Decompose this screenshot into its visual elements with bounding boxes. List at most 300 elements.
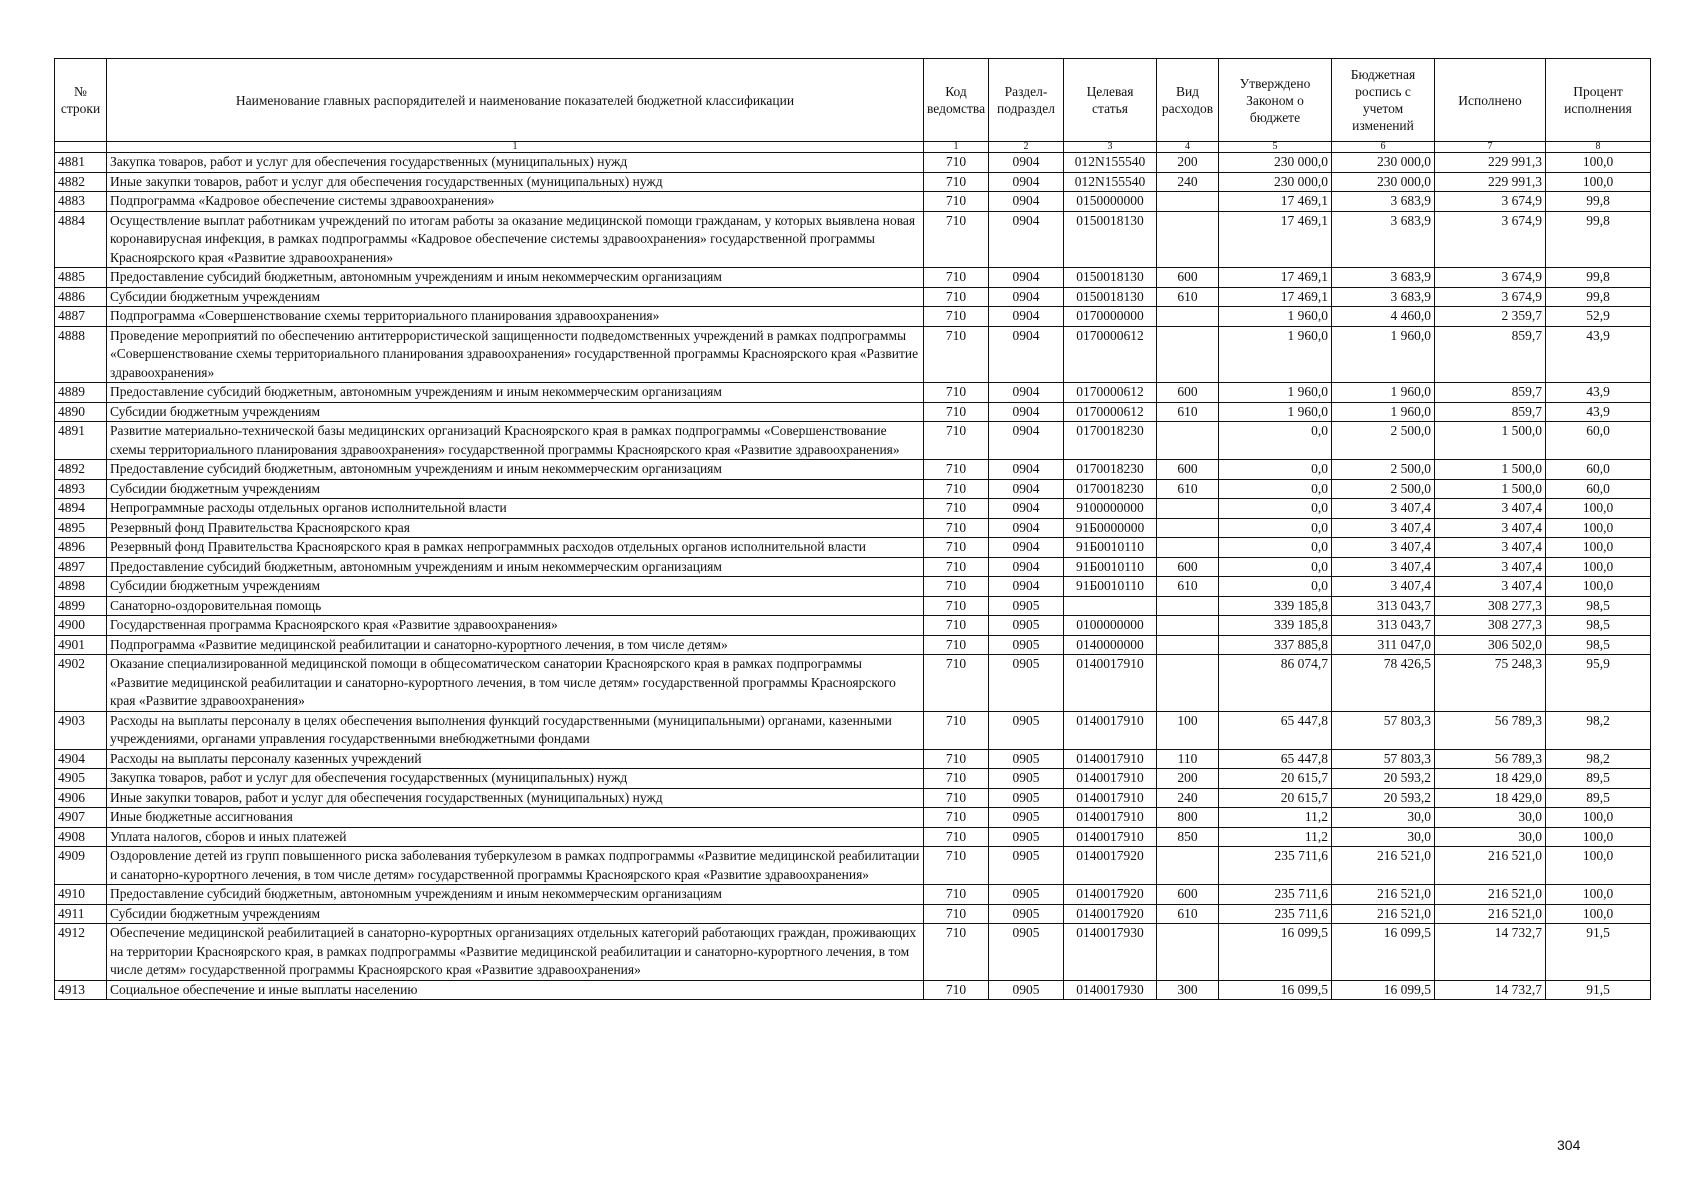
expense-type-cell: 600 [1157, 460, 1219, 480]
target-item-cell: 0170018230 [1064, 479, 1157, 499]
executed-cell: 229 991,3 [1435, 172, 1546, 192]
section-cell: 0905 [989, 711, 1064, 749]
row-number-cell: 4886 [55, 287, 107, 307]
schedule-cell: 216 521,0 [1332, 847, 1435, 885]
department-code-cell: 710 [924, 307, 989, 327]
approved-cell: 1 960,0 [1219, 402, 1332, 422]
percent-cell: 100,0 [1546, 904, 1651, 924]
header-approved: Утверждено Законом о бюджете [1219, 59, 1332, 142]
target-item-cell: 0140017910 [1064, 749, 1157, 769]
expense-type-cell [1157, 655, 1219, 712]
table-row [55, 172, 1651, 192]
table-row [55, 847, 1651, 885]
description-cell: Иные закупки товаров, работ и услуг для обеспечения государственных (муниципальных) нужд [107, 788, 924, 808]
table-row [55, 383, 1651, 403]
section-cell: 0905 [989, 904, 1064, 924]
table-row [55, 904, 1651, 924]
expense-type-cell [1157, 847, 1219, 885]
section-cell: 0905 [989, 808, 1064, 828]
target-item-cell: 0170000612 [1064, 326, 1157, 383]
department-code-cell: 710 [924, 383, 989, 403]
column-number: 3 [1064, 142, 1157, 153]
description-cell: Предоставление субсидий бюджетным, автономным учреждениям и иным некоммерческим организациям [107, 383, 924, 403]
expense-type-cell: 110 [1157, 749, 1219, 769]
approved-cell: 16 099,5 [1219, 924, 1332, 981]
row-number-cell: 4893 [55, 479, 107, 499]
table-row [55, 518, 1651, 538]
description-cell: Развитие материально-технической базы медицинских организаций Красноярского края в рамках подпрограммы «Совершенствование схемы территориального планирования здравоохранения» государственной программы Красноярского края «Развитие здравоохранения» [107, 422, 924, 460]
schedule-cell: 20 593,2 [1332, 769, 1435, 789]
expense-type-cell [1157, 635, 1219, 655]
section-cell: 0904 [989, 268, 1064, 288]
percent-cell: 99,8 [1546, 268, 1651, 288]
section-cell: 0905 [989, 788, 1064, 808]
percent-cell: 89,5 [1546, 788, 1651, 808]
executed-cell: 216 521,0 [1435, 847, 1546, 885]
row-number-cell: 4898 [55, 577, 107, 597]
percent-cell: 100,0 [1546, 808, 1651, 828]
table-row [55, 287, 1651, 307]
approved-cell: 0,0 [1219, 460, 1332, 480]
expense-type-cell: 610 [1157, 402, 1219, 422]
target-item-cell: 012N155540 [1064, 172, 1157, 192]
department-code-cell: 710 [924, 192, 989, 212]
table-row [55, 885, 1651, 905]
expense-type-cell: 800 [1157, 808, 1219, 828]
approved-cell: 0,0 [1219, 479, 1332, 499]
approved-cell: 1 960,0 [1219, 307, 1332, 327]
percent-cell: 100,0 [1546, 538, 1651, 558]
target-item-cell: 0150000000 [1064, 192, 1157, 212]
header-target-item: Целевая статья [1064, 59, 1157, 142]
department-code-cell: 710 [924, 885, 989, 905]
description-cell: Государственная программа Красноярского края «Развитие здравоохранения» [107, 616, 924, 636]
executed-cell: 14 732,7 [1435, 924, 1546, 981]
description-cell: Предоставление субсидий бюджетным, автономным учреждениям и иным некоммерческим организациям [107, 557, 924, 577]
section-cell: 0904 [989, 287, 1064, 307]
target-item-cell: 0100000000 [1064, 616, 1157, 636]
table-row [55, 980, 1651, 1000]
executed-cell: 3 407,4 [1435, 557, 1546, 577]
description-cell: Предоставление субсидий бюджетным, автономным учреждениям и иным некоммерческим организациям [107, 268, 924, 288]
table-row [55, 616, 1651, 636]
department-code-cell: 710 [924, 788, 989, 808]
description-cell: Подпрограмма «Кадровое обеспечение системы здравоохранения» [107, 192, 924, 212]
percent-cell: 60,0 [1546, 422, 1651, 460]
table-row [55, 422, 1651, 460]
target-item-cell: 91Б0010110 [1064, 538, 1157, 558]
department-code-cell: 710 [924, 827, 989, 847]
target-item-cell: 0140017910 [1064, 808, 1157, 828]
percent-cell: 60,0 [1546, 479, 1651, 499]
department-code-cell: 710 [924, 153, 989, 173]
row-number-cell: 4907 [55, 808, 107, 828]
schedule-cell: 4 460,0 [1332, 307, 1435, 327]
approved-cell: 17 469,1 [1219, 287, 1332, 307]
target-item-cell: 0140017930 [1064, 980, 1157, 1000]
schedule-cell: 78 426,5 [1332, 655, 1435, 712]
target-item-cell: 0150018130 [1064, 211, 1157, 268]
expense-type-cell [1157, 924, 1219, 981]
expense-type-cell: 100 [1157, 711, 1219, 749]
expense-type-cell [1157, 422, 1219, 460]
section-cell: 0905 [989, 980, 1064, 1000]
schedule-cell: 3 407,4 [1332, 557, 1435, 577]
expense-type-cell: 240 [1157, 172, 1219, 192]
description-cell: Закупка товаров, работ и услуг для обеспечения государственных (муниципальных) нужд [107, 153, 924, 173]
expense-type-cell: 300 [1157, 980, 1219, 1000]
percent-cell: 98,5 [1546, 616, 1651, 636]
column-number: 2 [989, 142, 1064, 153]
department-code-cell: 710 [924, 479, 989, 499]
section-cell: 0905 [989, 635, 1064, 655]
department-code-cell: 710 [924, 211, 989, 268]
department-code-cell: 710 [924, 268, 989, 288]
executed-cell: 859,7 [1435, 383, 1546, 403]
approved-cell: 20 615,7 [1219, 788, 1332, 808]
executed-cell: 2 359,7 [1435, 307, 1546, 327]
approved-cell: 65 447,8 [1219, 711, 1332, 749]
description-cell: Резервный фонд Правительства Красноярского края в рамках непрограммных расходов отдельных органов исполнительной власти [107, 538, 924, 558]
executed-cell: 56 789,3 [1435, 749, 1546, 769]
department-code-cell: 710 [924, 538, 989, 558]
table-row [55, 769, 1651, 789]
budget-report-sheet [54, 58, 1650, 1000]
description-cell: Расходы на выплаты персоналу казенных учреждений [107, 749, 924, 769]
section-cell: 0904 [989, 422, 1064, 460]
approved-cell: 230 000,0 [1219, 153, 1332, 173]
section-cell: 0905 [989, 847, 1064, 885]
section-cell: 0904 [989, 211, 1064, 268]
table-row [55, 596, 1651, 616]
percent-cell: 52,9 [1546, 307, 1651, 327]
section-cell: 0905 [989, 769, 1064, 789]
table-row [55, 326, 1651, 383]
schedule-cell: 230 000,0 [1332, 153, 1435, 173]
executed-cell: 56 789,3 [1435, 711, 1546, 749]
column-number: 1 [924, 142, 989, 153]
percent-cell: 100,0 [1546, 557, 1651, 577]
percent-cell: 100,0 [1546, 847, 1651, 885]
column-number: 5 [1219, 142, 1332, 153]
executed-cell: 1 500,0 [1435, 422, 1546, 460]
row-number-cell: 4901 [55, 635, 107, 655]
target-item-cell: 91Б0010110 [1064, 557, 1157, 577]
schedule-cell: 16 099,5 [1332, 924, 1435, 981]
row-number-cell: 4905 [55, 769, 107, 789]
table-row [55, 557, 1651, 577]
approved-cell: 0,0 [1219, 422, 1332, 460]
approved-cell: 230 000,0 [1219, 172, 1332, 192]
percent-cell: 60,0 [1546, 460, 1651, 480]
schedule-cell: 313 043,7 [1332, 596, 1435, 616]
row-number-cell: 4900 [55, 616, 107, 636]
approved-cell: 339 185,8 [1219, 616, 1332, 636]
section-cell: 0904 [989, 499, 1064, 519]
schedule-cell: 3 407,4 [1332, 499, 1435, 519]
expense-type-cell: 600 [1157, 268, 1219, 288]
header-executed: Исполнено [1435, 59, 1546, 142]
description-cell: Оздоровление детей из групп повышенного риска заболевания туберкулезом в рамках подпрограммы «Развитие медицинской реабилитации и санаторно-курортного лечения, в том числе детям» государственной программы Красноярского края «Развитие здравоохранения» [107, 847, 924, 885]
executed-cell: 3 407,4 [1435, 499, 1546, 519]
approved-cell: 1 960,0 [1219, 383, 1332, 403]
schedule-cell: 3 407,4 [1332, 538, 1435, 558]
section-cell: 0904 [989, 153, 1064, 173]
column-number: 1 [107, 142, 924, 153]
approved-cell: 86 074,7 [1219, 655, 1332, 712]
expense-type-cell: 610 [1157, 904, 1219, 924]
description-cell: Предоставление субсидий бюджетным, автономным учреждениям и иным некоммерческим организациям [107, 460, 924, 480]
description-cell: Расходы на выплаты персоналу в целях обеспечения выполнения функций государственными (муниципальными) органами, казенными учреждениями, органами управления государственными внебюджетными фондами [107, 711, 924, 749]
percent-cell: 98,5 [1546, 635, 1651, 655]
schedule-cell: 57 803,3 [1332, 711, 1435, 749]
header-section: Раздел-подраздел [989, 59, 1064, 142]
schedule-cell: 1 960,0 [1332, 383, 1435, 403]
table-row [55, 268, 1651, 288]
column-numbers-row [55, 142, 1651, 153]
row-number-cell: 4909 [55, 847, 107, 885]
description-cell: Уплата налогов, сборов и иных платежей [107, 827, 924, 847]
target-item-cell: 0140017910 [1064, 827, 1157, 847]
expense-type-cell [1157, 211, 1219, 268]
approved-cell: 235 711,6 [1219, 904, 1332, 924]
schedule-cell: 1 960,0 [1332, 402, 1435, 422]
schedule-cell: 30,0 [1332, 827, 1435, 847]
expense-type-cell: 240 [1157, 788, 1219, 808]
department-code-cell: 710 [924, 422, 989, 460]
row-number-cell: 4894 [55, 499, 107, 519]
row-number-cell: 4884 [55, 211, 107, 268]
schedule-cell: 2 500,0 [1332, 460, 1435, 480]
percent-cell: 43,9 [1546, 402, 1651, 422]
percent-cell: 99,8 [1546, 192, 1651, 212]
executed-cell: 216 521,0 [1435, 885, 1546, 905]
department-code-cell: 710 [924, 499, 989, 519]
description-cell: Подпрограмма «Совершенствование схемы территориального планирования здравоохранения» [107, 307, 924, 327]
description-cell: Иные закупки товаров, работ и услуг для обеспечения государственных (муниципальных) нужд [107, 172, 924, 192]
percent-cell: 43,9 [1546, 383, 1651, 403]
schedule-cell: 3 683,9 [1332, 192, 1435, 212]
table-row [55, 307, 1651, 327]
executed-cell: 1 500,0 [1435, 460, 1546, 480]
header-department-code: Код ведомства [924, 59, 989, 142]
column-number: 8 [1546, 142, 1651, 153]
executed-cell: 18 429,0 [1435, 788, 1546, 808]
header-budget-schedule: Бюджетная роспись с учетом изменений [1332, 59, 1435, 142]
row-number-cell: 4885 [55, 268, 107, 288]
department-code-cell: 710 [924, 635, 989, 655]
row-number-cell: 4910 [55, 885, 107, 905]
target-item-cell: 91Б0000000 [1064, 518, 1157, 538]
approved-cell: 17 469,1 [1219, 192, 1332, 212]
approved-cell: 339 185,8 [1219, 596, 1332, 616]
approved-cell: 235 711,6 [1219, 885, 1332, 905]
approved-cell: 235 711,6 [1219, 847, 1332, 885]
percent-cell: 91,5 [1546, 924, 1651, 981]
expense-type-cell [1157, 596, 1219, 616]
column-number [55, 142, 107, 153]
column-number: 6 [1332, 142, 1435, 153]
schedule-cell: 3 407,4 [1332, 518, 1435, 538]
approved-cell: 1 960,0 [1219, 326, 1332, 383]
expense-type-cell [1157, 518, 1219, 538]
schedule-cell: 311 047,0 [1332, 635, 1435, 655]
section-cell: 0904 [989, 518, 1064, 538]
schedule-cell: 2 500,0 [1332, 479, 1435, 499]
expense-type-cell: 600 [1157, 885, 1219, 905]
executed-cell: 3 674,9 [1435, 287, 1546, 307]
target-item-cell: 9100000000 [1064, 499, 1157, 519]
approved-cell: 337 885,8 [1219, 635, 1332, 655]
percent-cell: 98,2 [1546, 711, 1651, 749]
table-row [55, 788, 1651, 808]
expense-type-cell [1157, 326, 1219, 383]
percent-cell: 100,0 [1546, 827, 1651, 847]
department-code-cell: 710 [924, 326, 989, 383]
department-code-cell: 710 [924, 847, 989, 885]
approved-cell: 17 469,1 [1219, 211, 1332, 268]
schedule-cell: 16 099,5 [1332, 980, 1435, 1000]
department-code-cell: 710 [924, 769, 989, 789]
percent-cell: 95,9 [1546, 655, 1651, 712]
percent-cell: 100,0 [1546, 172, 1651, 192]
row-number-cell: 4887 [55, 307, 107, 327]
row-number-cell: 4895 [55, 518, 107, 538]
executed-cell: 3 674,9 [1435, 192, 1546, 212]
header-percent: Процент исполнения [1546, 59, 1651, 142]
table-row [55, 538, 1651, 558]
target-item-cell: 0140017920 [1064, 904, 1157, 924]
executed-cell: 308 277,3 [1435, 616, 1546, 636]
executed-cell: 1 500,0 [1435, 479, 1546, 499]
expense-type-cell: 600 [1157, 557, 1219, 577]
executed-cell: 308 277,3 [1435, 596, 1546, 616]
schedule-cell: 2 500,0 [1332, 422, 1435, 460]
row-number-cell: 4889 [55, 383, 107, 403]
description-cell: Осуществление выплат работникам учреждений по итогам работы за оказание медицинской помощи гражданам, у которых выявлена новая коронавирусная инфекция, в рамках подпрограммы «Кадровое обеспечение системы здравоохранения» государственной программы Красноярского края «Развитие здравоохранения» [107, 211, 924, 268]
description-cell: Субсидии бюджетным учреждениям [107, 577, 924, 597]
description-cell: Резервный фонд Правительства Красноярского края [107, 518, 924, 538]
approved-cell: 0,0 [1219, 557, 1332, 577]
executed-cell: 3 674,9 [1435, 211, 1546, 268]
expense-type-cell: 200 [1157, 153, 1219, 173]
expense-type-cell: 200 [1157, 769, 1219, 789]
expense-type-cell: 850 [1157, 827, 1219, 847]
department-code-cell: 710 [924, 616, 989, 636]
section-cell: 0904 [989, 402, 1064, 422]
percent-cell: 98,2 [1546, 749, 1651, 769]
expense-type-cell: 600 [1157, 383, 1219, 403]
target-item-cell: 0150018130 [1064, 287, 1157, 307]
target-item-cell: 0140017930 [1064, 924, 1157, 981]
department-code-cell: 710 [924, 808, 989, 828]
target-item-cell: 0140000000 [1064, 635, 1157, 655]
table-row [55, 499, 1651, 519]
target-item-cell: 0170000612 [1064, 402, 1157, 422]
department-code-cell: 710 [924, 924, 989, 981]
expense-type-cell [1157, 307, 1219, 327]
schedule-cell: 3 683,9 [1332, 287, 1435, 307]
executed-cell: 75 248,3 [1435, 655, 1546, 712]
target-item-cell: 0140017910 [1064, 788, 1157, 808]
section-cell: 0904 [989, 538, 1064, 558]
expense-type-cell: 610 [1157, 479, 1219, 499]
description-cell: Санаторно-оздоровительная помощь [107, 596, 924, 616]
expense-type-cell [1157, 616, 1219, 636]
percent-cell: 98,5 [1546, 596, 1651, 616]
target-item-cell: 0140017910 [1064, 769, 1157, 789]
target-item-cell: 0170000000 [1064, 307, 1157, 327]
header-name: Наименование главных распорядителей и наименование показателей бюджетной классификации [107, 59, 924, 142]
executed-cell: 3 407,4 [1435, 577, 1546, 597]
target-item-cell: 0140017910 [1064, 655, 1157, 712]
schedule-cell: 3 407,4 [1332, 577, 1435, 597]
description-cell: Оказание специализированной медицинской помощи в общесоматическом санатории Красноярского края в рамках подпрограммы «Развитие медицинской реабилитации и санаторно-курортного лечения, в том числе детям» государственной программы Красноярского края «Развитие здравоохранения» [107, 655, 924, 712]
target-item-cell: 0170018230 [1064, 422, 1157, 460]
section-cell: 0905 [989, 616, 1064, 636]
department-code-cell: 710 [924, 287, 989, 307]
target-item-cell: 0140017910 [1064, 711, 1157, 749]
section-cell: 0904 [989, 172, 1064, 192]
budget-table [54, 58, 1651, 1000]
approved-cell: 11,2 [1219, 827, 1332, 847]
executed-cell: 14 732,7 [1435, 980, 1546, 1000]
department-code-cell: 710 [924, 980, 989, 1000]
row-number-cell: 4897 [55, 557, 107, 577]
description-cell: Субсидии бюджетным учреждениям [107, 904, 924, 924]
section-cell: 0905 [989, 596, 1064, 616]
row-number-cell: 4911 [55, 904, 107, 924]
schedule-cell: 1 960,0 [1332, 326, 1435, 383]
percent-cell: 100,0 [1546, 885, 1651, 905]
department-code-cell: 710 [924, 904, 989, 924]
approved-cell: 0,0 [1219, 518, 1332, 538]
schedule-cell: 30,0 [1332, 808, 1435, 828]
department-code-cell: 710 [924, 655, 989, 712]
schedule-cell: 3 683,9 [1332, 268, 1435, 288]
table-row [55, 192, 1651, 212]
department-code-cell: 710 [924, 460, 989, 480]
column-number: 4 [1157, 142, 1219, 153]
table-row [55, 460, 1651, 480]
section-cell: 0905 [989, 749, 1064, 769]
row-number-cell: 4890 [55, 402, 107, 422]
section-cell: 0904 [989, 307, 1064, 327]
percent-cell: 43,9 [1546, 326, 1651, 383]
header-row-number: № строки [55, 59, 107, 142]
schedule-cell: 313 043,7 [1332, 616, 1435, 636]
target-item-cell: 0170000612 [1064, 383, 1157, 403]
description-cell: Закупка товаров, работ и услуг для обеспечения государственных (муниципальных) нужд [107, 769, 924, 789]
description-cell: Проведение мероприятий по обеспечению антитеррористической защищенности подведомственных учреждений в рамках подпрограммы «Совершенствование схемы территориального планирования здравоохранения» государственной программы Красноярского края «Развитие здравоохранения» [107, 326, 924, 383]
row-number-cell: 4912 [55, 924, 107, 981]
target-item-cell: 0140017920 [1064, 885, 1157, 905]
table-row [55, 635, 1651, 655]
row-number-cell: 4896 [55, 538, 107, 558]
approved-cell: 0,0 [1219, 577, 1332, 597]
executed-cell: 859,7 [1435, 402, 1546, 422]
executed-cell: 3 674,9 [1435, 268, 1546, 288]
table-row [55, 402, 1651, 422]
row-number-cell: 4904 [55, 749, 107, 769]
description-cell: Субсидии бюджетным учреждениям [107, 402, 924, 422]
executed-cell: 30,0 [1435, 827, 1546, 847]
table-row [55, 808, 1651, 828]
percent-cell: 99,8 [1546, 287, 1651, 307]
department-code-cell: 710 [924, 172, 989, 192]
department-code-cell: 710 [924, 402, 989, 422]
table-row [55, 924, 1651, 981]
